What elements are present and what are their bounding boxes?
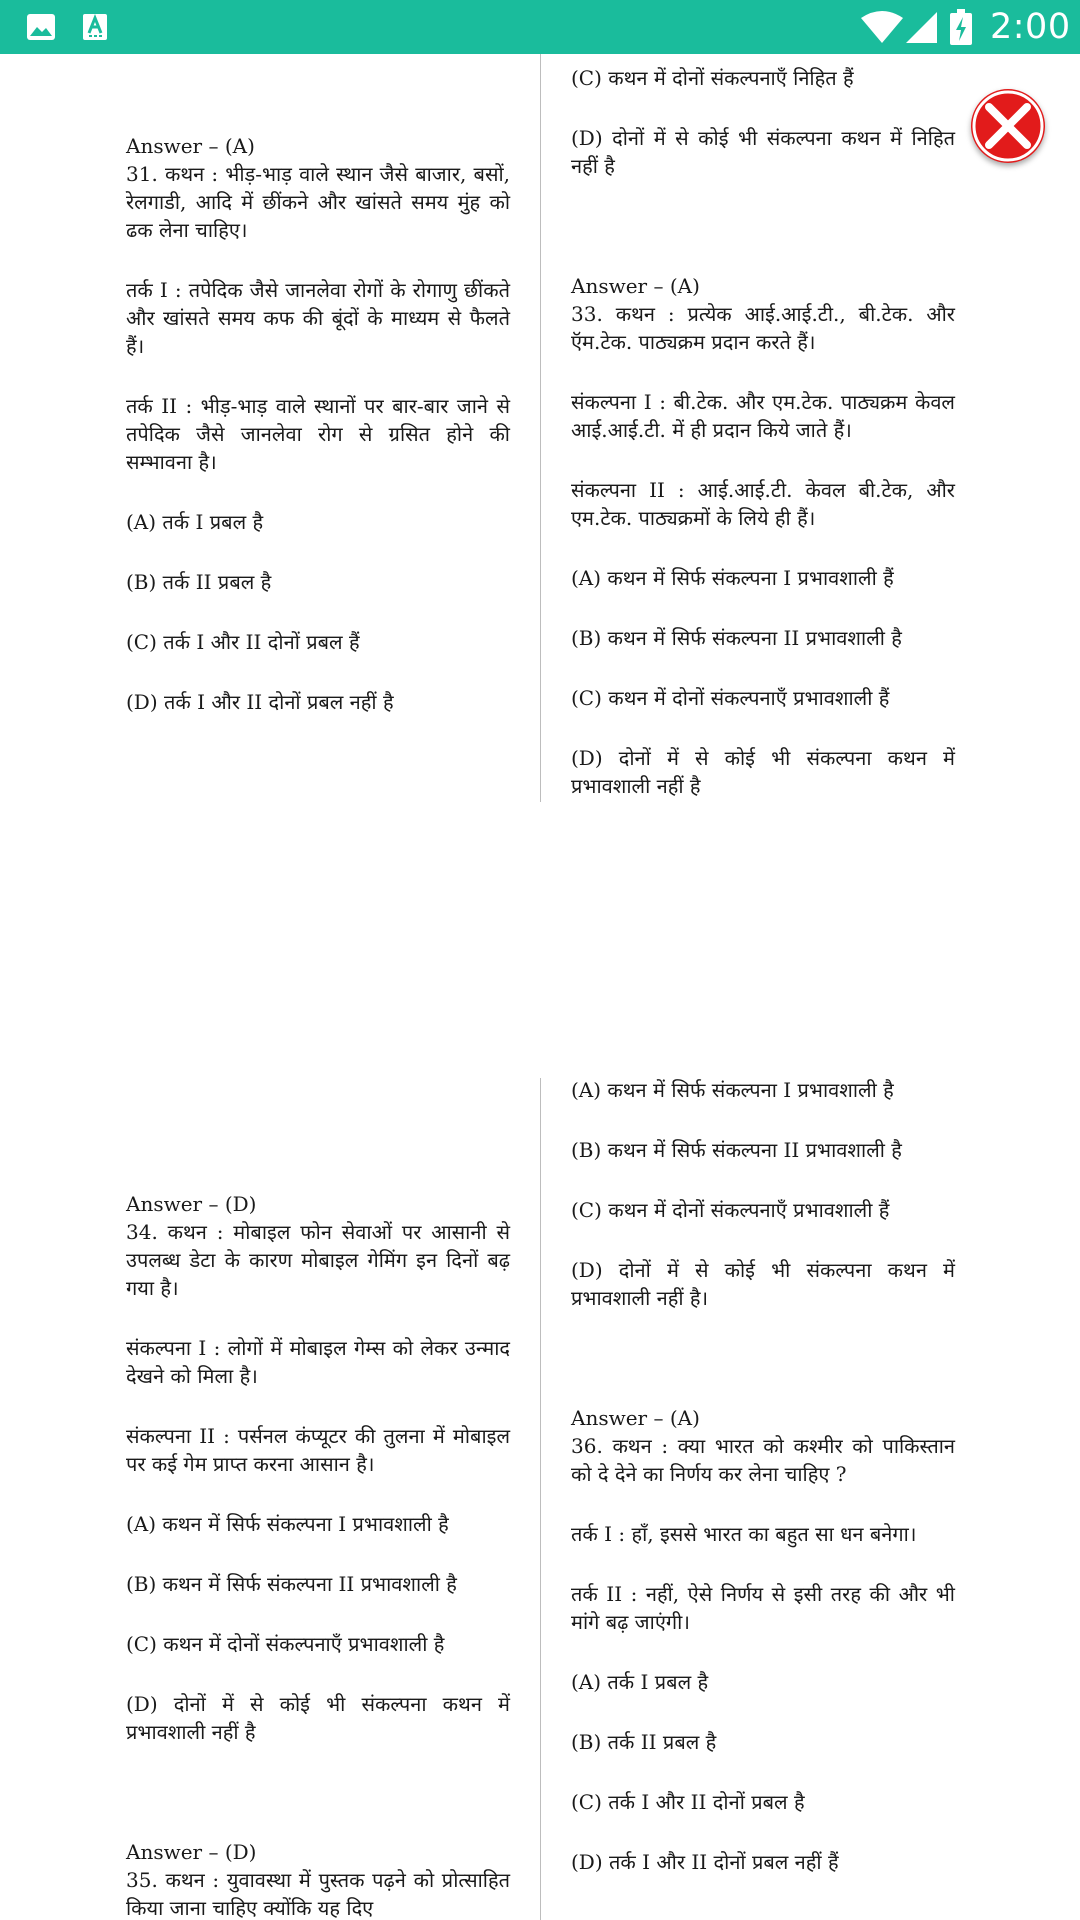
assumption-2: संकल्पना II : आई.आई.टी. केवल बी.टेक, और एम.टेक. पाठ्यक्रमों के लिये ही हैं। — [571, 478, 955, 530]
question-statement: 35. कथन : युवावस्था में पुस्तक पढ़ने को प्रोत्साहित किया जाना चाहिए क्योंकि यह दिए — [126, 1868, 510, 1920]
option-d: (D) दोनों में से कोई भी संकल्पना कथन में निहित नहीं है — [571, 126, 955, 178]
option-d: (D) दोनों में से कोई भी संकल्पना कथन में प्रभावशाली नहीं है — [126, 1692, 510, 1744]
page1-left-column — [126, 132, 510, 748]
option-c: (C) तर्क I और II दोनों प्रबल हैं — [126, 630, 360, 654]
argument-2: तर्क II : भीड़-भाड़ वाले स्थानों पर बार-बार जाने से तपेदिक जैसे जानलेवा रोग से ग्रसित होने की सम्भावना है। — [126, 394, 510, 474]
option-c: (C) कथन में दोनों संकल्पनाएँ प्रभावशाली हैं — [571, 1198, 890, 1222]
close-icon — [971, 89, 1045, 163]
document-viewer[interactable] — [0, 54, 1080, 1920]
option-c: (C) कथन में दोनों संकल्पनाएँ निहित हैं — [571, 66, 854, 90]
option-a: (A) तर्क I प्रबल है — [571, 1670, 709, 1694]
option-b: (B) कथन में सिर्फ संकल्पना II प्रभावशाली है — [126, 1572, 457, 1596]
page2-left-column — [126, 1190, 510, 1920]
answer-label: Answer – (A) — [571, 274, 700, 298]
option-a: (A) कथन में सिर्फ संकल्पना I प्रभावशाली है — [126, 1512, 449, 1536]
question-statement: 33. कथन : प्रत्येक आई.आई.टी., बी.टेक. और ऍम.टेक. पाठ्यक्रम प्रदान करते हैं। — [571, 302, 955, 354]
option-d: (D) तर्क I और II दोनों प्रबल नहीं है — [126, 690, 394, 714]
answer-label: Answer – (D) — [126, 1840, 257, 1864]
argument-2: तर्क II : नहीं, ऐसे निर्णय से इसी तरह की और भी मांगे बढ़ जाएंगी। — [571, 1582, 955, 1634]
page1-right-column — [571, 64, 955, 832]
option-b: (B) तर्क II प्रबल है — [571, 1730, 717, 1754]
text-app-icon — [82, 13, 108, 41]
option-c: (C) कथन में दोनों संकल्पनाएँ प्रभावशाली हैं — [571, 686, 890, 710]
option-a: (A) कथन में सिर्फ संकल्पना I प्रभावशाली है — [571, 1078, 894, 1102]
column-divider — [540, 1078, 541, 1920]
option-d: (D) तर्क I और II दोनों प्रबल नहीं हैं — [571, 1850, 839, 1874]
status-bar — [0, 0, 1080, 54]
assumption-1: संकल्पना I : बी.टेक. और एम.टेक. पाठ्यक्रम केवल आई.आई.टी. में ही प्रदान किये जाते हैं। — [571, 390, 955, 442]
answer-label: Answer – (A) — [126, 134, 255, 158]
option-b: (B) तर्क II प्रबल है — [126, 570, 272, 594]
option-a: (A) तर्क I प्रबल है — [126, 510, 264, 534]
option-a: (A) कथन में सिर्फ संकल्पना I प्रभावशाली हैं — [571, 566, 894, 590]
page2-right-column — [571, 1076, 955, 1908]
column-divider — [540, 54, 541, 802]
gallery-icon — [26, 13, 56, 41]
question-statement: 31. कथन : भीड़-भाड़ वाले स्थान जैसे बाजार, बसों, रेलगाडी, आदि में छींकने और खांसते समय मुंह को ढक लेना चाहिए। — [126, 162, 510, 242]
option-d: (D) दोनों में से कोई भी संकल्पना कथन में प्रभावशाली नहीं है। — [571, 1258, 955, 1310]
cell-signal-icon — [904, 10, 938, 44]
wifi-icon — [860, 10, 904, 44]
assumption-2: संकल्पना II : पर्सनल कंप्यूटर की तुलना में मोबाइल पर कई गेम प्राप्त करना आसान है। — [126, 1424, 510, 1476]
answer-label: Answer – (A) — [571, 1406, 700, 1430]
option-b: (B) कथन में सिर्फ संकल्पना II प्रभावशाली है — [571, 1138, 902, 1162]
question-statement: 36. कथन : क्या भारत को कश्मीर को पाकिस्तान को दे देने का निर्णय कर लेना चाहिए ? — [571, 1434, 955, 1486]
option-c: (C) कथन में दोनों संकल्पनाएँ प्रभावशाली है — [126, 1632, 445, 1656]
option-d: (D) दोनों में से कोई भी संकल्पना कथन में प्रभावशाली नहीं है — [571, 746, 955, 798]
option-c: (C) तर्क I और II दोनों प्रबल है — [571, 1790, 805, 1814]
assumption-1: संकल्पना I : लोगों में मोबाइल गेम्स को लेकर उन्माद देखने को मिला है। — [126, 1336, 510, 1388]
question-statement: 34. कथन : मोबाइल फोन सेवाओं पर आसानी से उपलब्ध डेटा के कारण मोबाइल गेमिंग इन दिनों बढ़ गया है। — [126, 1220, 510, 1300]
argument-1: तर्क I : हाँ, इससे भारत का बहुत सा धन बनेगा। — [571, 1522, 917, 1546]
answer-label: Answer – (D) — [126, 1192, 257, 1216]
battery-charging-icon — [950, 9, 972, 45]
close-button[interactable] — [971, 89, 1045, 163]
status-time: 2:00 — [990, 7, 1071, 47]
option-b: (B) कथन में सिर्फ संकल्पना II प्रभावशाली है — [571, 626, 902, 650]
argument-1: तर्क I : तपेदिक जैसे जानलेवा रोगों के रोगाणु छींकते और खांसते समय कफ की बूंदों के माध्यम से फैलते हैं। — [126, 278, 510, 358]
